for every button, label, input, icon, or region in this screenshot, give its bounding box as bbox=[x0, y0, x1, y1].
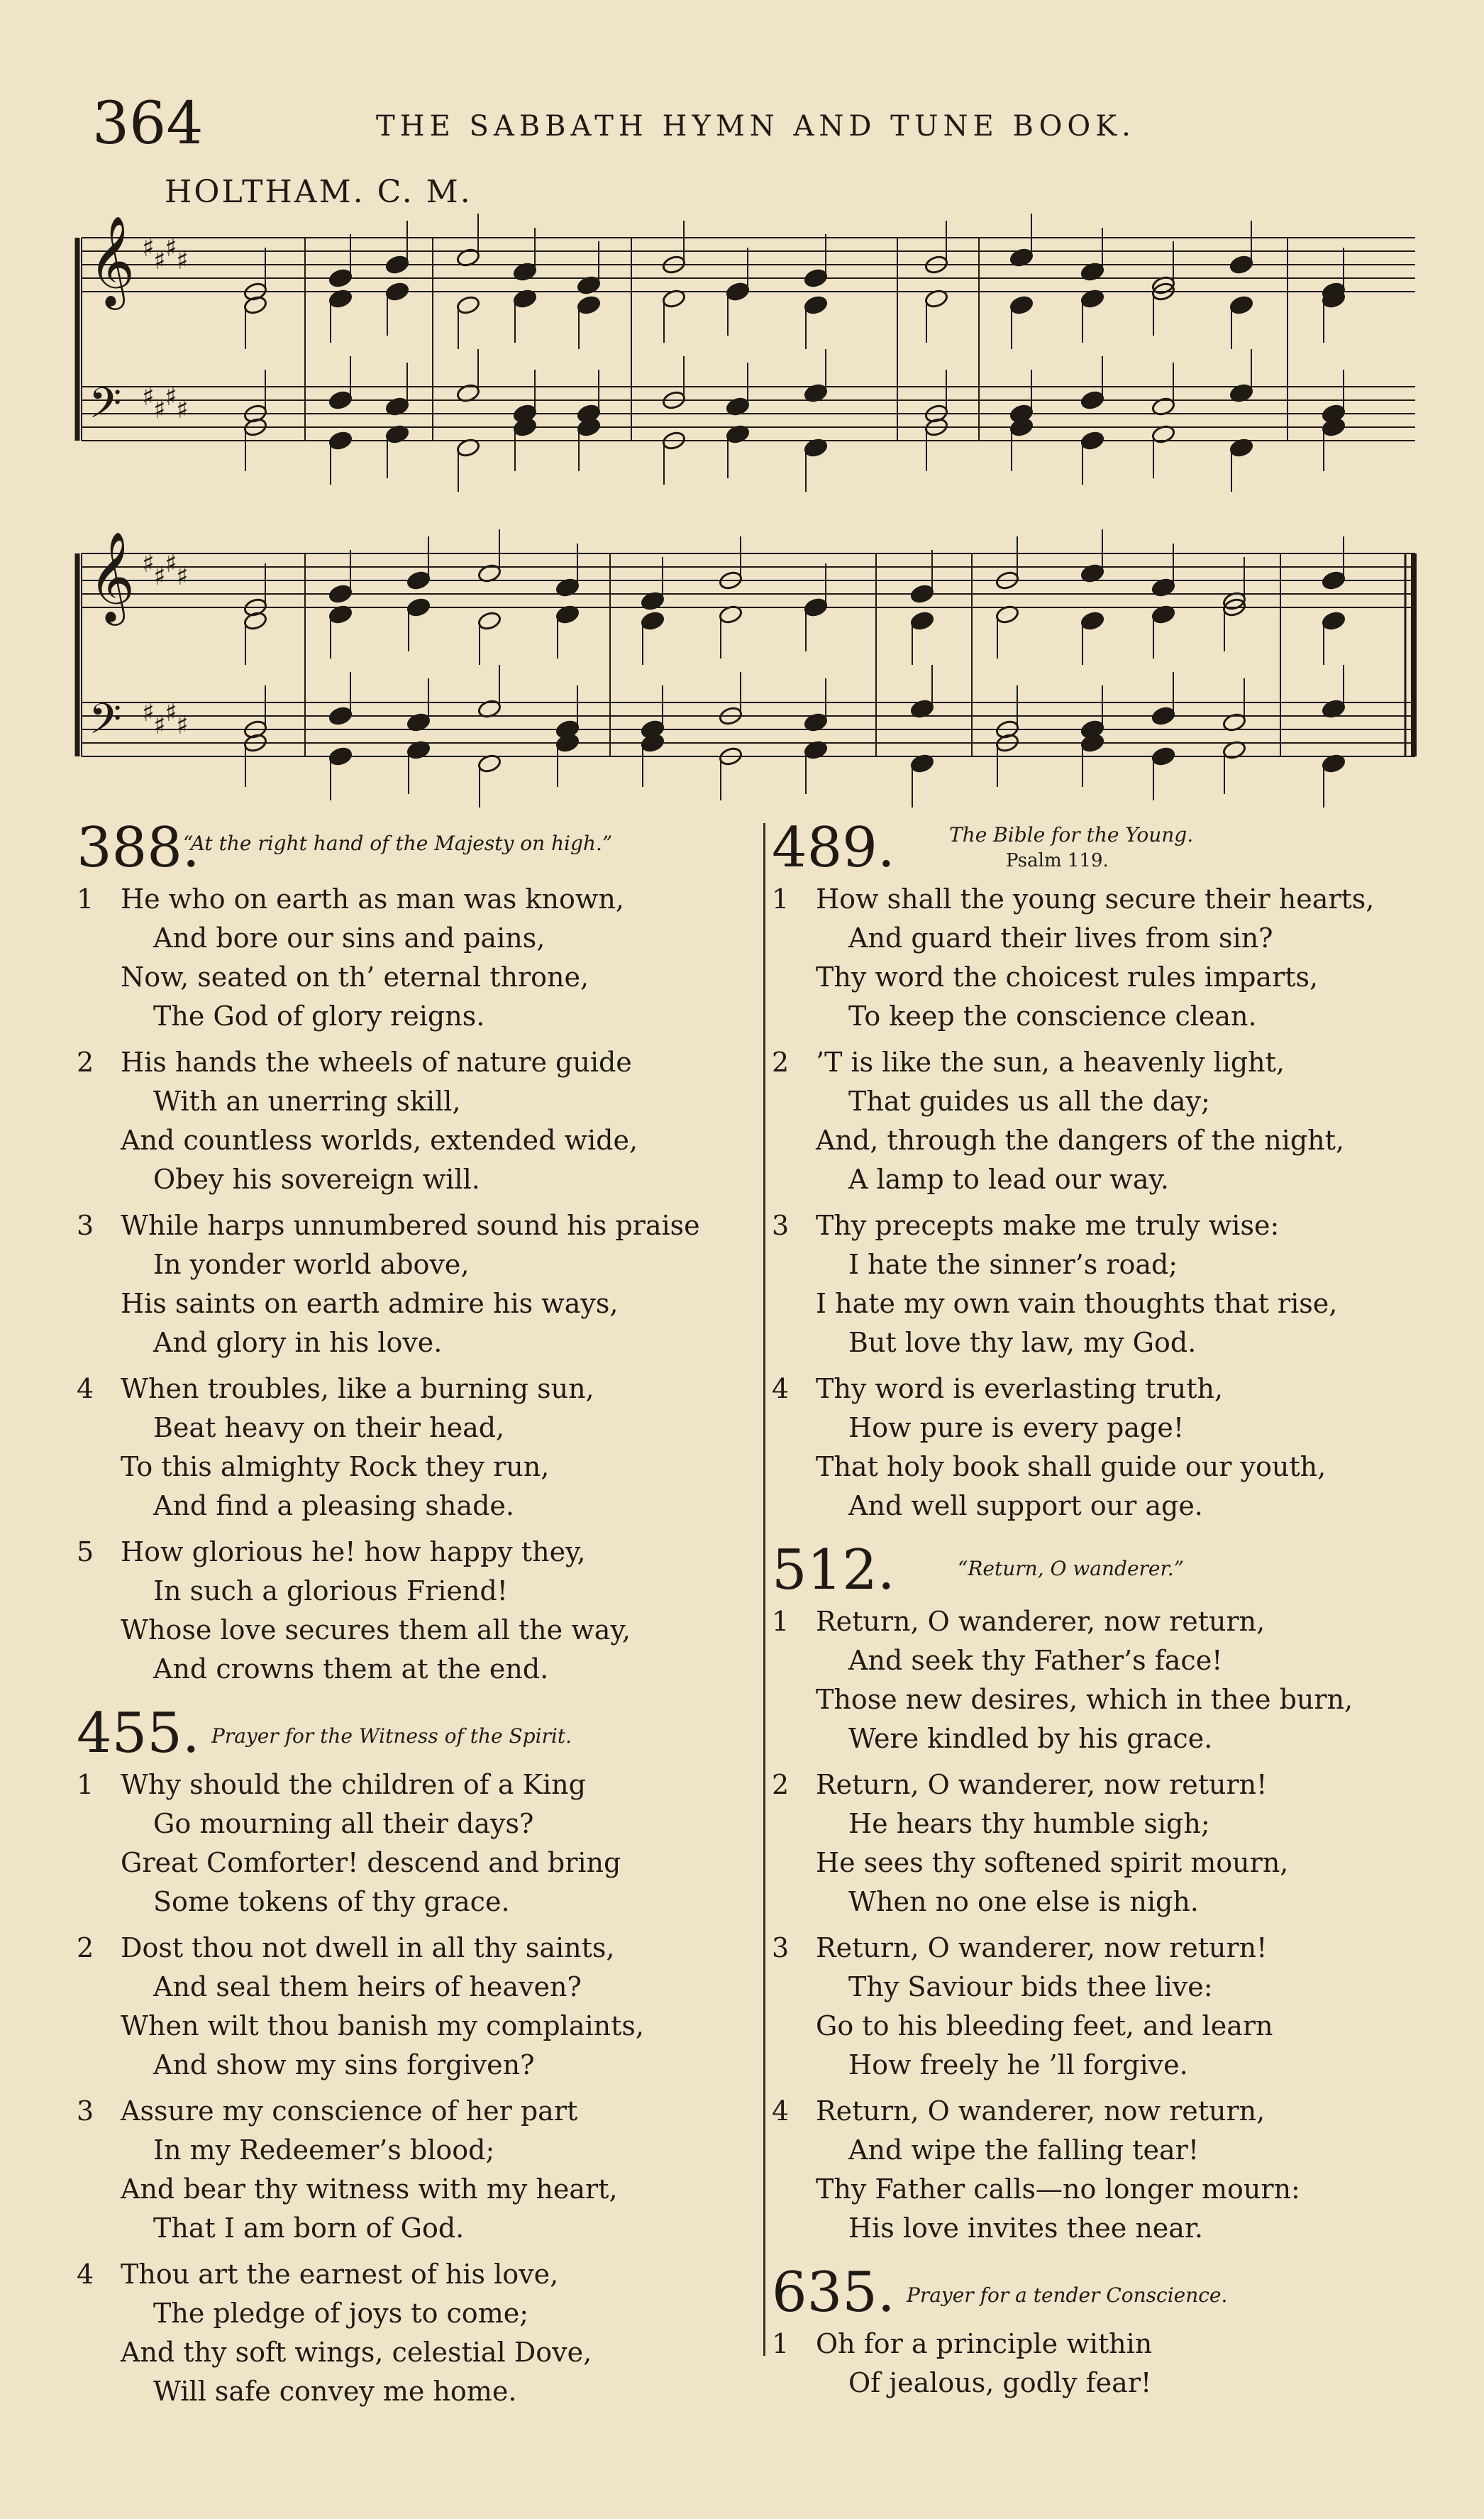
svg-text:♯: ♯ bbox=[165, 549, 177, 578]
hymn-635 bbox=[772, 2261, 1424, 2403]
verse-line: Return, O wanderer, now return, bbox=[816, 1606, 1266, 1637]
verse-line: Return, O wanderer, now return! bbox=[816, 1932, 1268, 1963]
verse-line: I hate my own vain thoughts that rise, bbox=[816, 1288, 1338, 1319]
verse-number: 4 bbox=[77, 2259, 94, 2290]
svg-text:♯: ♯ bbox=[165, 382, 177, 412]
verse bbox=[77, 1929, 736, 2085]
verse-line: And crowns them at the end. bbox=[153, 1653, 549, 1685]
verse-line: With an unerring skill, bbox=[153, 1086, 461, 1117]
verse-line: Whose love secures them all the way, bbox=[121, 1614, 631, 1646]
verse-line: That holy book shall guide our youth, bbox=[816, 1451, 1327, 1482]
verse-line: He sees thy softened spirit mourn, bbox=[816, 1847, 1289, 1878]
verse bbox=[772, 2092, 1424, 2248]
hymn-subtitle: Prayer for the Witness of the Spirit. bbox=[211, 1724, 572, 1748]
svg-text:♯: ♯ bbox=[165, 698, 177, 727]
hymn-reference: Psalm 119. bbox=[1006, 850, 1109, 871]
verse-line: He who on earth as man was known, bbox=[121, 883, 624, 915]
hymn-number: 489. bbox=[772, 816, 895, 880]
hymn-header bbox=[772, 2261, 1424, 2325]
verse-line: How pure is every page! bbox=[848, 1412, 1185, 1443]
hymn-verses bbox=[772, 880, 1424, 1526]
verse bbox=[77, 2092, 736, 2248]
verse bbox=[772, 1369, 1424, 1526]
verse-number: 2 bbox=[77, 1047, 94, 1078]
verse-number: 3 bbox=[77, 1210, 94, 1241]
verse-number: 1 bbox=[772, 883, 790, 915]
verse-number: 5 bbox=[77, 1536, 94, 1567]
hymn-header bbox=[772, 1538, 1424, 1602]
svg-text:♯: ♯ bbox=[142, 549, 155, 578]
right-column bbox=[772, 816, 1424, 2415]
music-score bbox=[0, 0, 1484, 809]
svg-text:♯: ♯ bbox=[153, 395, 166, 424]
verse-line: And countless worlds, extended wide, bbox=[121, 1125, 638, 1156]
svg-text:♯: ♯ bbox=[142, 233, 155, 263]
verse-line: Oh for a principle within bbox=[816, 2328, 1153, 2359]
verse bbox=[77, 1043, 736, 1199]
verse-line: And bear thy witness with my heart, bbox=[121, 2173, 618, 2205]
verse bbox=[77, 1369, 736, 1526]
verse bbox=[77, 880, 736, 1036]
verse-line: Beat heavy on their head, bbox=[153, 1412, 505, 1443]
svg-text:♯: ♯ bbox=[176, 562, 189, 591]
verse-line: And find a pleasing shade. bbox=[153, 1490, 514, 1521]
verse-line: In yonder world above, bbox=[153, 1249, 470, 1280]
verse-line: That I am born of God. bbox=[153, 2212, 465, 2244]
verse-line: Great Comforter! descend and bring bbox=[121, 1847, 621, 1878]
hymn-388 bbox=[77, 816, 736, 1689]
verse-line: How glorious he! how happy they, bbox=[121, 1536, 586, 1567]
svg-text:♯: ♯ bbox=[165, 233, 177, 263]
verse-number: 3 bbox=[772, 1210, 790, 1241]
verse bbox=[772, 1043, 1424, 1199]
hymn-subtitle: “Return, O wanderer.” bbox=[958, 1557, 1184, 1580]
verse bbox=[772, 1206, 1424, 1362]
verse-line: While harps unnumbered sound his praise bbox=[121, 1210, 700, 1241]
verse-line: Will safe convey me home. bbox=[153, 2376, 517, 2407]
verse bbox=[772, 1929, 1424, 2085]
verse-number: 2 bbox=[772, 1769, 790, 1800]
svg-text:♯: ♯ bbox=[153, 246, 166, 275]
verse-line: When wilt thou banish my complaints, bbox=[121, 2010, 644, 2041]
verse bbox=[77, 1206, 736, 1362]
hymn-verses bbox=[772, 2325, 1424, 2403]
svg-text:♯: ♯ bbox=[176, 395, 189, 424]
tune-title: HOLTHAM. C. M. bbox=[165, 174, 472, 210]
verse-number: 1 bbox=[772, 2328, 790, 2359]
verse-line: And guard their lives from sin? bbox=[848, 922, 1273, 954]
hymn-verses bbox=[772, 1602, 1424, 2248]
verse-line: His hands the wheels of nature guide bbox=[121, 1047, 632, 1078]
hymn-subtitle: Prayer for a tender Conscience. bbox=[907, 2283, 1228, 2307]
hymn-number: 635. bbox=[772, 2261, 895, 2325]
hymn-subtitle: The Bible for the Young. bbox=[949, 823, 1194, 847]
hymn-header bbox=[77, 816, 736, 880]
svg-text:♯: ♯ bbox=[142, 382, 155, 412]
verse-line: And, through the dangers of the night, bbox=[816, 1125, 1344, 1156]
verse-line: And well support our age. bbox=[848, 1490, 1203, 1521]
svg-text:♯: ♯ bbox=[176, 246, 189, 275]
verse-line: In my Redeemer’s blood; bbox=[153, 2134, 495, 2166]
hymn-verses bbox=[77, 880, 736, 1689]
verse bbox=[77, 1765, 736, 1922]
hymn-subtitle: “At the right hand of the Majesty on high.” bbox=[183, 832, 613, 855]
running-title: THE SABBATH HYMN AND TUNE BOOK. bbox=[376, 110, 1136, 143]
page-number: 364 bbox=[92, 90, 204, 158]
hymn-489 bbox=[772, 816, 1424, 1526]
svg-text:𝄢: 𝄢 bbox=[89, 694, 122, 754]
hymn-header bbox=[77, 1702, 736, 1765]
verse-line: Thy precepts make me truly wise: bbox=[816, 1210, 1280, 1241]
verse-line: His saints on earth admire his ways, bbox=[121, 1288, 619, 1319]
verse-number: 4 bbox=[772, 1373, 790, 1404]
verse-line: Of jealous, godly fear! bbox=[848, 2367, 1152, 2398]
svg-text:𝄢: 𝄢 bbox=[89, 378, 122, 438]
verse-line: Go to his bleeding feet, and learn bbox=[816, 2010, 1273, 2041]
verse-line: His love invites thee near. bbox=[848, 2212, 1204, 2244]
hymn-number: 455. bbox=[77, 1702, 200, 1765]
verse-line: Were kindled by his grace. bbox=[848, 1723, 1213, 1754]
left-column bbox=[77, 816, 736, 2424]
verse-line: Obey his sovereign will. bbox=[153, 1164, 480, 1195]
verse-line: And thy soft wings, celestial Dove, bbox=[121, 2337, 592, 2368]
verse-number: 4 bbox=[77, 1373, 94, 1404]
verse-line: When no one else is nigh. bbox=[848, 1886, 1199, 1917]
svg-text:𝄞: 𝄞 bbox=[89, 531, 135, 622]
verse-number: 4 bbox=[772, 2095, 790, 2127]
verse-line: Thy word is everlasting truth, bbox=[816, 1373, 1224, 1404]
verse-line: Thy Saviour bids thee live: bbox=[848, 1971, 1213, 2002]
verse-line: Thou art the earnest of his love, bbox=[121, 2259, 559, 2290]
verse bbox=[77, 1533, 736, 1689]
verse-line: Return, O wanderer, now return! bbox=[816, 1769, 1268, 1800]
svg-text:♯: ♯ bbox=[153, 562, 166, 591]
verse-line: In such a glorious Friend! bbox=[153, 1575, 508, 1606]
hymn-455 bbox=[77, 1702, 736, 2411]
verse-number: 2 bbox=[772, 1047, 790, 1078]
verse-line: And seek thy Father’s face! bbox=[848, 1645, 1223, 1676]
verse-line: Why should the children of a King bbox=[121, 1769, 586, 1800]
verse bbox=[772, 1602, 1424, 1758]
verse-number: 3 bbox=[772, 1932, 790, 1963]
verse-line: Assure my conscience of her part bbox=[121, 2095, 578, 2127]
verse-line: Dost thou not dwell in all thy saints, bbox=[121, 1932, 615, 1963]
verse-line: A lamp to lead our way. bbox=[848, 1164, 1169, 1195]
verse-number: 1 bbox=[77, 1769, 94, 1800]
hymn-header bbox=[772, 816, 1424, 880]
verse-line: I hate the sinner’s road; bbox=[848, 1249, 1178, 1280]
svg-text:𝄞: 𝄞 bbox=[89, 215, 135, 306]
verse-line: How shall the young secure their hearts, bbox=[816, 883, 1375, 915]
verse-line: Those new desires, which in thee burn, bbox=[816, 1684, 1353, 1715]
hymn-verses bbox=[77, 1765, 736, 2411]
verse-number: 3 bbox=[77, 2095, 94, 2127]
verse-number: 1 bbox=[77, 883, 94, 915]
verse-line: When troubles, like a burning sun, bbox=[121, 1373, 594, 1404]
verse-line: Thy Father calls—no longer mourn: bbox=[816, 2173, 1300, 2205]
verse-line: Return, O wanderer, now return, bbox=[816, 2095, 1266, 2127]
verse-line: To keep the conscience clean. bbox=[848, 1001, 1257, 1032]
verse-line: How freely he ’ll forgive. bbox=[848, 2049, 1188, 2080]
verse bbox=[772, 2325, 1424, 2403]
verse bbox=[77, 2255, 736, 2411]
verse-line: And seal them heirs of heaven? bbox=[153, 1971, 582, 2002]
svg-text:♯: ♯ bbox=[142, 698, 155, 727]
hymn-number: 388. bbox=[77, 816, 200, 880]
verse bbox=[772, 880, 1424, 1036]
column-divider bbox=[763, 823, 765, 2356]
verse-line: But love thy law, my God. bbox=[848, 1327, 1197, 1358]
hymn-number: 512. bbox=[772, 1538, 895, 1602]
verse-line: Now, seated on th’ eternal throne, bbox=[121, 961, 589, 993]
verse-line: The pledge of joys to come; bbox=[153, 2298, 529, 2329]
verse-line: The God of glory reigns. bbox=[153, 1001, 485, 1032]
hymn-512 bbox=[772, 1538, 1424, 2248]
verse-line: And glory in his love. bbox=[153, 1327, 443, 1358]
svg-text:♯: ♯ bbox=[176, 711, 189, 740]
verse-line: Go mourning all their days? bbox=[153, 1808, 534, 1839]
svg-text:♯: ♯ bbox=[153, 711, 166, 740]
verse-line: He hears thy humble sigh; bbox=[848, 1808, 1210, 1839]
verse-line: That guides us all the day; bbox=[848, 1086, 1210, 1117]
verse-line: And wipe the falling tear! bbox=[848, 2134, 1200, 2166]
verse-line: And bore our sins and pains, bbox=[153, 922, 546, 954]
verse bbox=[772, 1765, 1424, 1922]
verse-line: Some tokens of thy grace. bbox=[153, 1886, 510, 1917]
verse-number: 1 bbox=[772, 1606, 790, 1637]
verse-line: Thy word the choicest rules imparts, bbox=[816, 961, 1319, 993]
verse-line: To this almighty Rock they run, bbox=[121, 1451, 550, 1482]
verse-line: ’T is like the sun, a heavenly light, bbox=[816, 1047, 1285, 1078]
verse-line: And show my sins forgiven? bbox=[153, 2049, 535, 2080]
verse-number: 2 bbox=[77, 1932, 94, 1963]
